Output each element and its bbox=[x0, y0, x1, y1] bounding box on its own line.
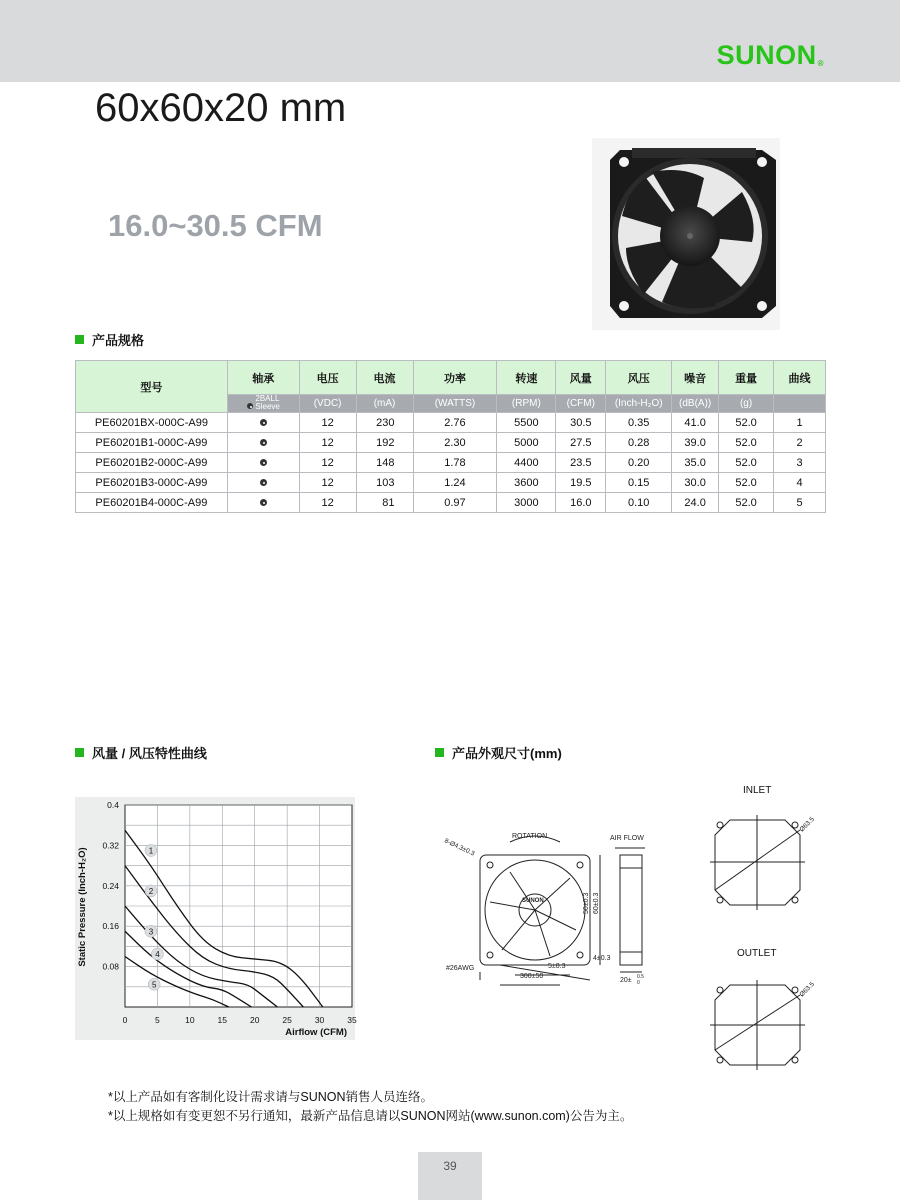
size-dimension: 60±0.3 bbox=[593, 892, 600, 914]
cell-current: 81 bbox=[356, 493, 413, 513]
cell-voltage: 12 bbox=[299, 453, 356, 473]
x-tick-label: 35 bbox=[347, 1015, 357, 1025]
cell-power: 1.78 bbox=[413, 453, 497, 473]
hole-spec: 8-Ø4.3±0.3 bbox=[443, 837, 476, 858]
cell-model: PE60201B2-000C-A99 bbox=[76, 453, 228, 473]
cell-rpm: 5000 bbox=[497, 433, 556, 453]
page-title: 60x60x20 mm bbox=[95, 86, 347, 130]
ball-bearing-icon bbox=[260, 499, 267, 506]
table-row bbox=[76, 433, 826, 453]
rib-dimension: 4±0.3 bbox=[593, 955, 611, 962]
table-row bbox=[76, 473, 826, 493]
y-axis-label: Static Pressure (Inch-H₂O) bbox=[77, 847, 88, 967]
col-pressure: 风压 bbox=[606, 361, 672, 395]
cell-weight: 52.0 bbox=[719, 453, 774, 473]
curve-label: 3 bbox=[148, 927, 154, 937]
y-tick-label: 0.32 bbox=[102, 840, 119, 851]
col-model: 型号 bbox=[76, 361, 228, 413]
table-header-row bbox=[76, 361, 826, 395]
col-voltage: 电压 bbox=[299, 361, 356, 395]
spec-table bbox=[75, 360, 826, 513]
dimension-section-heading: 产品外观尺寸(mm) bbox=[435, 743, 562, 762]
unit-current: (mA) bbox=[356, 395, 413, 413]
cell-current: 103 bbox=[356, 473, 413, 493]
page-number: 39 bbox=[418, 1152, 482, 1200]
cfm-range: 16.0~30.5 CFM bbox=[108, 208, 323, 243]
col-current: 电流 bbox=[356, 361, 413, 395]
x-tick-label: 5 bbox=[155, 1015, 160, 1025]
cell-current: 230 bbox=[356, 413, 413, 433]
cell-weight: 52.0 bbox=[719, 493, 774, 513]
unit-voltage: (VDC) bbox=[299, 395, 356, 413]
cell-cfm: 16.0 bbox=[556, 493, 606, 513]
depth-tolerance-bottom: 0 bbox=[637, 980, 640, 986]
spec-section-heading: 产品规格 bbox=[75, 330, 144, 349]
pitch-dimension: 50±0.3 bbox=[583, 892, 590, 914]
col-cfm: 风量 bbox=[556, 361, 606, 395]
cell-voltage: 12 bbox=[299, 413, 356, 433]
x-tick-label: 15 bbox=[217, 1015, 228, 1025]
cell-weight: 52.0 bbox=[719, 473, 774, 493]
unit-cfm: (CFM) bbox=[556, 395, 606, 413]
cell-pressure: 0.35 bbox=[606, 413, 672, 433]
cell-noise: 35.0 bbox=[672, 453, 719, 473]
footnote: *以上产品如有客制化设计需求请与SUNON销售人员连络。 bbox=[108, 1090, 434, 1104]
x-tick-label: 20 bbox=[249, 1015, 260, 1025]
unit-bearing: 2BALL Sleeve bbox=[227, 395, 299, 413]
pq-curve-chart bbox=[75, 797, 355, 1040]
x-tick-label: 25 bbox=[282, 1015, 292, 1025]
cell-noise: 30.0 bbox=[672, 473, 719, 493]
cell-rpm: 3000 bbox=[497, 493, 556, 513]
cell-pressure: 0.10 bbox=[606, 493, 672, 513]
front-view bbox=[480, 836, 600, 985]
cell-rpm: 4400 bbox=[497, 453, 556, 473]
strip-length: 5±0.3 bbox=[548, 963, 566, 970]
hub-label: SUNON bbox=[522, 898, 544, 904]
curve-label: 1 bbox=[148, 846, 154, 856]
cell-curve: 5 bbox=[774, 493, 826, 513]
section-marker-icon bbox=[75, 335, 84, 344]
unit-noise: (dB(A)) bbox=[672, 395, 719, 413]
cell-voltage: 12 bbox=[299, 433, 356, 453]
cell-power: 2.30 bbox=[413, 433, 497, 453]
cell-model: PE60201B1-000C-A99 bbox=[76, 433, 228, 453]
cell-weight: 52.0 bbox=[719, 433, 774, 453]
cell-bearing bbox=[227, 433, 299, 453]
col-bearing: 轴承 bbox=[227, 361, 299, 395]
curve-label: 2 bbox=[148, 886, 154, 896]
outlet-view bbox=[710, 980, 805, 1070]
x-axis-label: Airflow (CFM) bbox=[285, 1027, 347, 1038]
cell-rpm: 3600 bbox=[497, 473, 556, 493]
section-marker-icon bbox=[435, 748, 444, 757]
col-rpm: 转速 bbox=[497, 361, 556, 395]
cell-model: PE60201B4-000C-A99 bbox=[76, 493, 228, 513]
cell-bearing bbox=[227, 453, 299, 473]
cell-power: 2.76 bbox=[413, 413, 497, 433]
cell-curve: 4 bbox=[774, 473, 826, 493]
unit-weight: (g) bbox=[719, 395, 774, 413]
x-tick-label: 0 bbox=[122, 1015, 128, 1025]
col-power: 功率 bbox=[413, 361, 497, 395]
dimension-drawing bbox=[440, 780, 840, 1080]
footnotes bbox=[108, 1088, 632, 1126]
curve-section-heading: 风量 / 风压特性曲线 bbox=[75, 743, 207, 762]
outlet-label: OUTLET bbox=[737, 948, 777, 959]
cell-current: 148 bbox=[356, 453, 413, 473]
depth-dimension: 20± bbox=[620, 977, 632, 984]
cell-bearing bbox=[227, 493, 299, 513]
cell-voltage: 12 bbox=[299, 493, 356, 513]
cell-curve: 2 bbox=[774, 433, 826, 453]
cell-curve: 1 bbox=[774, 413, 826, 433]
x-tick-label: 10 bbox=[185, 1015, 195, 1025]
cell-model: PE60201BX-000C-A99 bbox=[76, 413, 228, 433]
cell-voltage: 12 bbox=[299, 473, 356, 493]
unit-pressure: (Inch-H₂O) bbox=[606, 395, 672, 413]
fan-photo bbox=[592, 138, 780, 330]
y-tick-label: 0.4 bbox=[107, 800, 119, 810]
col-noise: 噪音 bbox=[672, 361, 719, 395]
cell-bearing bbox=[227, 413, 299, 433]
cell-power: 0.97 bbox=[413, 493, 497, 513]
cell-pressure: 0.20 bbox=[606, 453, 672, 473]
cell-pressure: 0.28 bbox=[606, 433, 672, 453]
table-row bbox=[76, 493, 826, 513]
cell-curve: 3 bbox=[774, 453, 826, 473]
unit-rpm: (RPM) bbox=[497, 395, 556, 413]
inlet-diameter: Ø63.5 bbox=[798, 815, 816, 834]
curve-label: 5 bbox=[151, 980, 157, 990]
cell-current: 192 bbox=[356, 433, 413, 453]
unit-power: (WATTS) bbox=[413, 395, 497, 413]
cell-noise: 24.0 bbox=[672, 493, 719, 513]
ball-bearing-icon bbox=[260, 419, 267, 426]
airflow-label: AIR FLOW bbox=[610, 835, 644, 842]
rotation-label: ROTATION bbox=[512, 833, 548, 840]
cell-power: 1.24 bbox=[413, 473, 497, 493]
cell-cfm: 27.5 bbox=[556, 433, 606, 453]
col-weight: 重量 bbox=[719, 361, 774, 395]
brand-logo: SUNON® bbox=[716, 40, 824, 70]
table-row bbox=[76, 413, 826, 433]
ball-bearing-icon bbox=[247, 403, 253, 409]
x-tick-label: 30 bbox=[314, 1015, 325, 1025]
unit-curve bbox=[774, 395, 826, 413]
ball-bearing-icon bbox=[260, 459, 267, 466]
cell-noise: 39.0 bbox=[672, 433, 719, 453]
cell-cfm: 23.5 bbox=[556, 453, 606, 473]
cell-weight: 52.0 bbox=[719, 413, 774, 433]
cell-cfm: 30.5 bbox=[556, 413, 606, 433]
wire-gauge: #26AWG bbox=[446, 965, 475, 972]
curve-label: 4 bbox=[155, 949, 160, 959]
ball-bearing-icon bbox=[260, 439, 267, 446]
cell-bearing bbox=[227, 473, 299, 493]
cell-model: PE60201B3-000C-A99 bbox=[76, 473, 228, 493]
y-tick-label: 0.16 bbox=[102, 921, 119, 932]
y-tick-label: 0.08 bbox=[102, 961, 119, 972]
footnote: *以上规格如有变更恕不另行通知，最新产品信息请以SUNON网站(www.sunon.com)公告为主。 bbox=[108, 1109, 633, 1123]
depth-tolerance-top: 0.5 bbox=[637, 974, 644, 980]
cell-pressure: 0.15 bbox=[606, 473, 672, 493]
table-row bbox=[76, 453, 826, 473]
ball-bearing-icon bbox=[260, 479, 267, 486]
side-view bbox=[615, 848, 645, 972]
cell-cfm: 19.5 bbox=[556, 473, 606, 493]
lead-length: 300±50 bbox=[520, 973, 544, 980]
col-curve: 曲线 bbox=[774, 361, 826, 395]
inlet-label: INLET bbox=[743, 785, 772, 796]
cell-rpm: 5500 bbox=[497, 413, 556, 433]
section-marker-icon bbox=[75, 748, 84, 757]
outlet-diameter: Ø63.5 bbox=[798, 980, 816, 999]
inlet-view bbox=[710, 815, 805, 910]
cell-noise: 41.0 bbox=[672, 413, 719, 433]
y-tick-label: 0.24 bbox=[102, 880, 119, 891]
